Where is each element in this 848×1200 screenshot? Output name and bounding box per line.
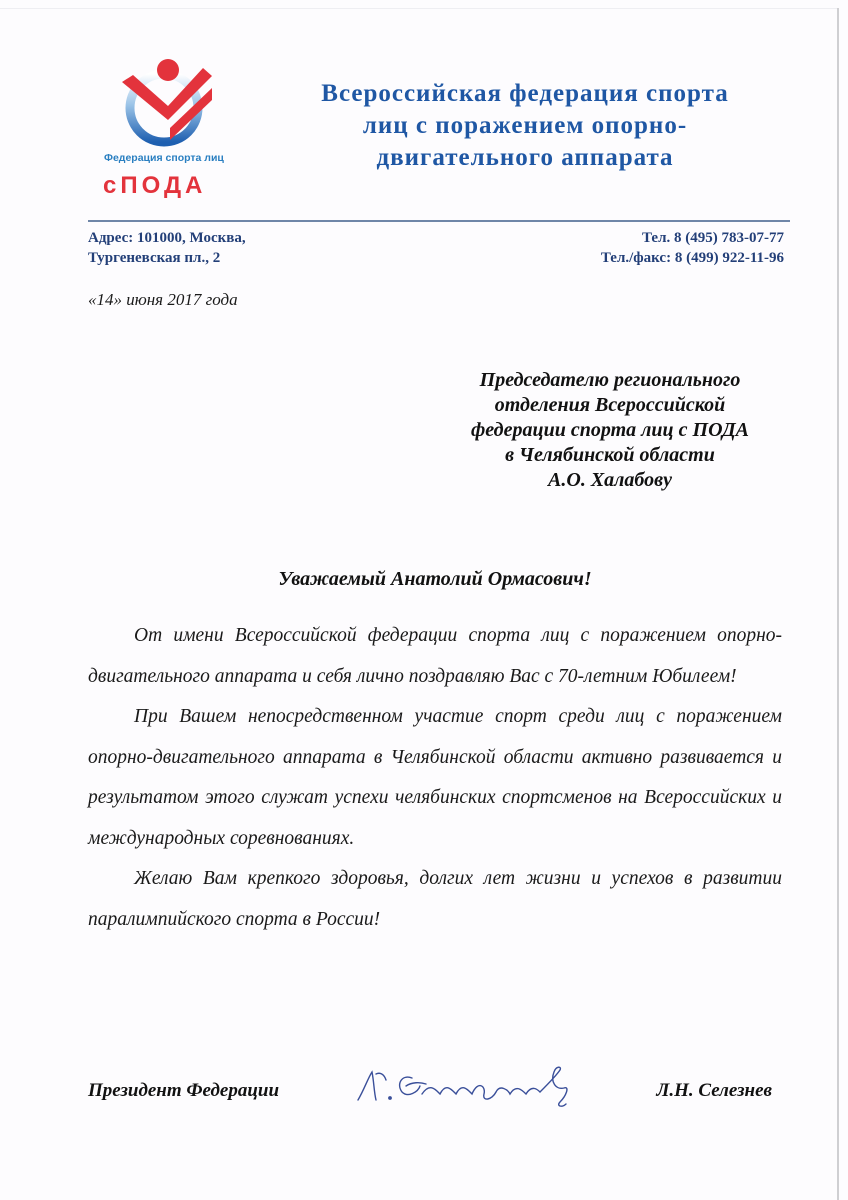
recipient-line: отделения Всероссийской xyxy=(494,394,726,416)
recipient-line: федерации спорта лиц с ПОДА xyxy=(470,419,750,441)
logo-head xyxy=(157,59,179,81)
body-paragraph: Желаю Вам крепкого здоровья, долгих лет жизни и успехов в развитии паралимпийского спорта в России! xyxy=(88,868,782,930)
recipient-block xyxy=(430,368,790,493)
recipient-name: А.О. Халабову xyxy=(548,469,672,491)
handwritten-signature xyxy=(350,1060,600,1115)
salutation: Уважаемый Анатолий Ормасович! xyxy=(278,568,592,590)
phone-block xyxy=(601,228,784,268)
org-title-line: двигательного аппарата xyxy=(376,144,674,171)
address-line: Адрес: 101000, Москва, xyxy=(88,230,246,246)
page-top-edge xyxy=(0,8,838,9)
letter-date: «14» июня 2017 года xyxy=(88,290,238,309)
body-paragraph: От имени Всероссийской федерации спорта лиц с поражением опорно-двигательного аппарата и себя лично поздравляю Вас с 70-летним Юбилеем! xyxy=(88,625,782,687)
org-title-line: лиц с поражением опорно- xyxy=(362,112,688,139)
signatory-title: Президент Федерации xyxy=(88,1080,280,1101)
recipient-line: в Челябинской области xyxy=(505,444,715,466)
address-block xyxy=(88,228,246,268)
address-line: Тургеневская пл., 2 xyxy=(88,250,221,266)
letterhead-divider xyxy=(88,220,790,222)
page-right-edge xyxy=(837,8,839,1200)
fax-line: Тел./факс: 8 (499) 922-11-96 xyxy=(600,250,784,266)
signatory-name: Л.Н. Селезнев xyxy=(656,1080,772,1101)
phone-line: Тел. 8 (495) 783-07-77 xyxy=(642,230,784,246)
logo-wordmark: сПОДА xyxy=(103,172,207,199)
letter-body xyxy=(88,616,782,940)
logo-caption: Федерация спорта лиц xyxy=(104,152,224,164)
body-paragraph: При Вашем непосредственном участие спорт среди лиц с поражением опорно-двигательного аппарата в Челябинской области активно развивается и результатом этого служат успехи челябинских спортсменов на Всероссийских и международных соревнованиях. xyxy=(88,706,782,849)
organization-title xyxy=(270,78,780,174)
recipient-line: Председателю регионального xyxy=(479,369,741,391)
org-title-line: Всероссийская федерация спорта xyxy=(321,80,729,107)
signature-block xyxy=(88,1075,782,1115)
